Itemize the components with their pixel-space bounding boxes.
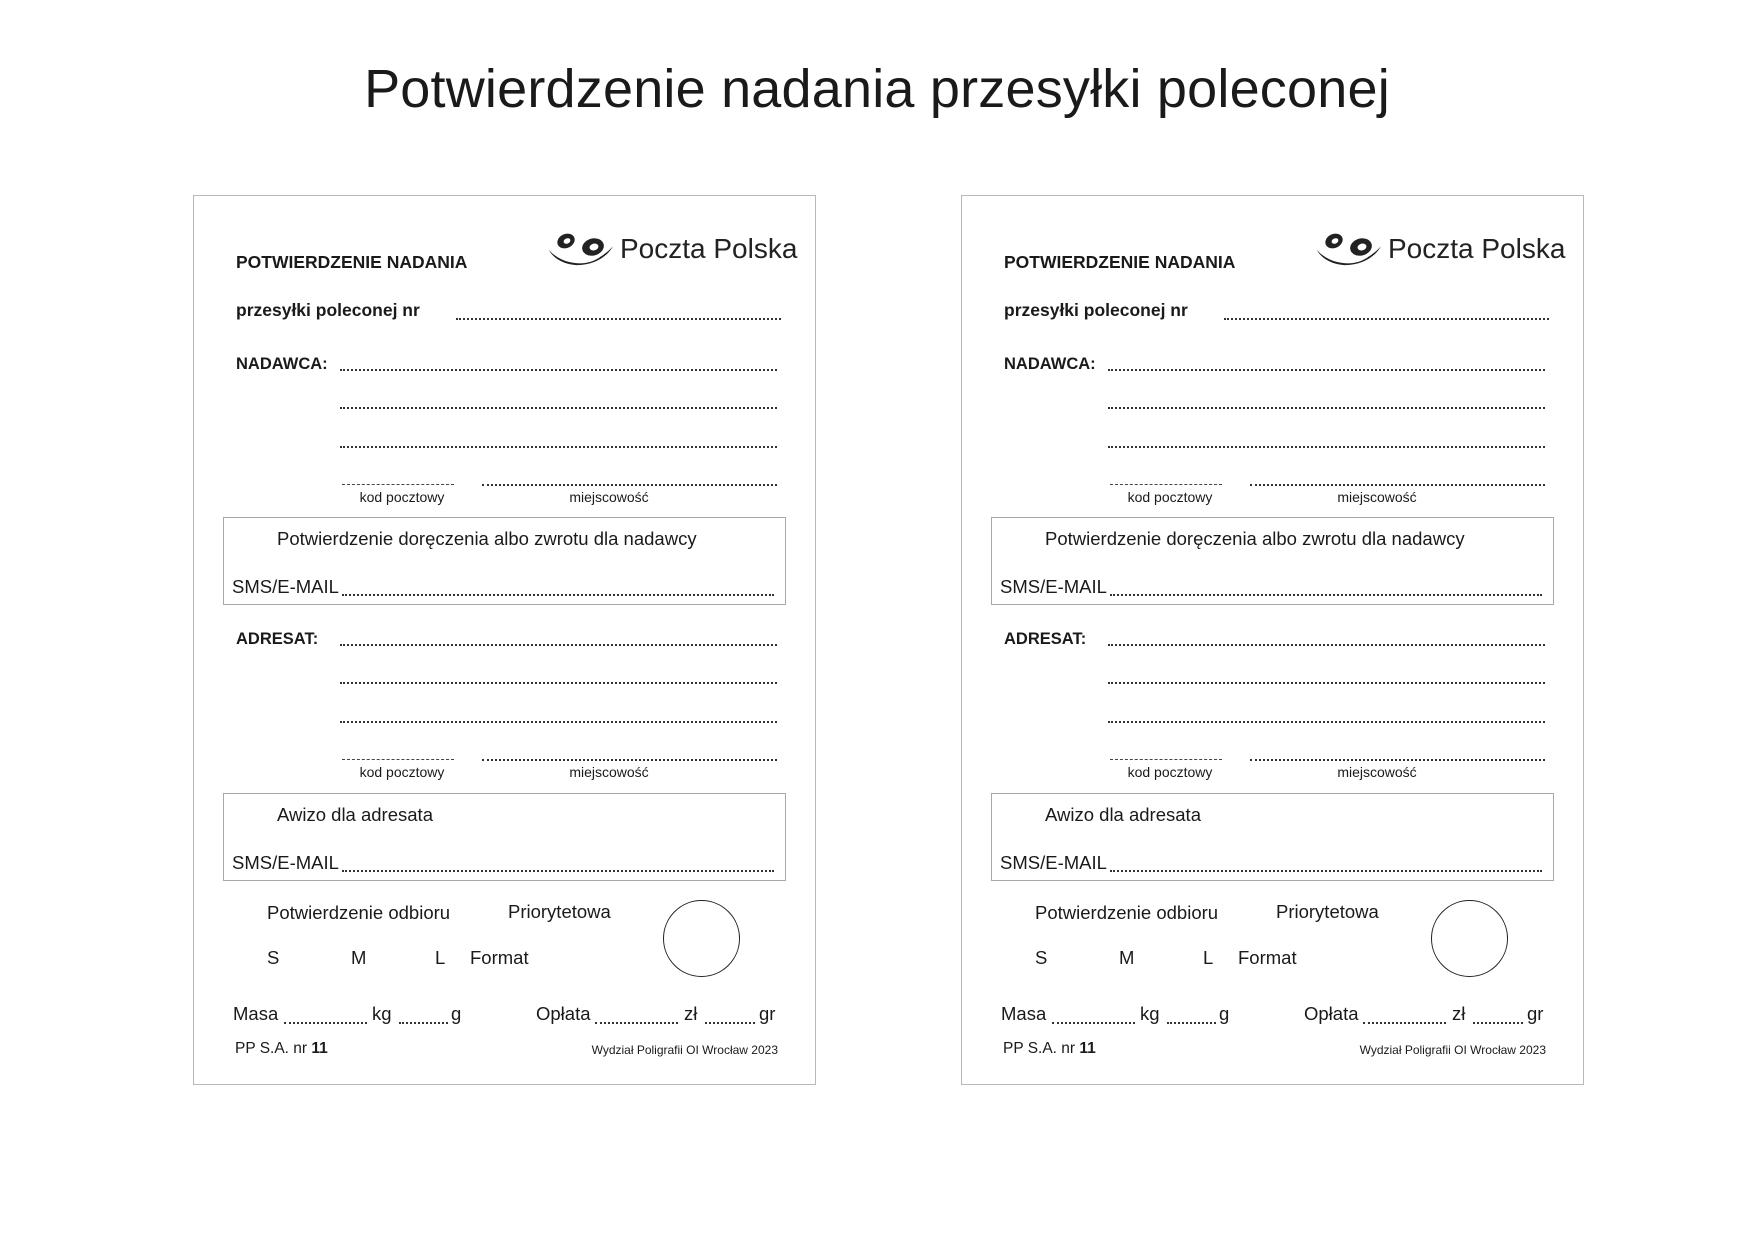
printer-info: Wydział Poligrafii OI Wrocław 2023	[591, 1043, 778, 1057]
form-id-prefix: PP S.A. nr	[1003, 1040, 1076, 1057]
sender-postal-code-label: kod pocztowy	[1127, 489, 1213, 505]
zl-unit: zł	[1452, 1003, 1466, 1024]
size-s-option[interactable]: S	[267, 947, 280, 968]
recipient-line-3[interactable]	[1108, 721, 1545, 723]
sender-city-field[interactable]	[482, 484, 777, 486]
kg-unit: kg	[1140, 1003, 1160, 1024]
g-unit: g	[1219, 1003, 1230, 1024]
kg-unit: kg	[372, 1003, 392, 1024]
recipient-postal-code-label: kod pocztowy	[359, 764, 445, 780]
delivery-sms-email-field[interactable]	[1110, 594, 1542, 596]
recipient-line-1[interactable]	[340, 644, 777, 646]
receipt-confirmation-option[interactable]: Potwierdzenie odbioru	[267, 902, 451, 923]
sender-line-1[interactable]	[340, 369, 777, 371]
size-s-option[interactable]: S	[1035, 947, 1048, 968]
size-m-option[interactable]: M	[1119, 947, 1135, 968]
form-id-prefix: PP S.A. nr	[235, 1040, 308, 1057]
priority-option[interactable]: Priorytetowa	[508, 901, 611, 922]
sender-city-label: miejscowość	[1337, 489, 1417, 505]
delivery-confirmation-title: Potwierdzenie doręczenia albo zwrotu dla nadawcy	[277, 528, 697, 549]
post-horn-icon	[547, 228, 615, 268]
delivery-confirmation-title: Potwierdzenie doręczenia albo zwrotu dla nadawcy	[1045, 528, 1465, 549]
sender-postal-code-field[interactable]	[342, 484, 454, 485]
notice-sms-email-field[interactable]	[342, 870, 774, 872]
fee-gr-field[interactable]	[705, 1022, 755, 1024]
fee-gr-field[interactable]	[1473, 1022, 1523, 1024]
postal-stamp-circle	[1431, 900, 1508, 977]
recipient-line-2[interactable]	[1108, 682, 1545, 684]
postal-receipt-form-left	[193, 195, 816, 1085]
form-heading: POTWIERDZENIE NADANIA	[1004, 252, 1236, 272]
sender-label: NADAWCA:	[236, 355, 328, 373]
printer-info: Wydział Poligrafii OI Wrocław 2023	[1359, 1043, 1546, 1057]
zl-unit: zł	[684, 1003, 698, 1024]
recipient-line-1[interactable]	[1108, 644, 1545, 646]
g-unit: g	[451, 1003, 462, 1024]
sender-city-field[interactable]	[1250, 484, 1545, 486]
delivery-sms-email-label: SMS/E-MAIL	[1000, 576, 1107, 597]
page-title: Potwierdzenie nadania przesyłki poleconej	[364, 59, 1390, 119]
notice-box	[991, 793, 1554, 881]
notice-sms-email-label: SMS/E-MAIL	[1000, 852, 1107, 873]
logo-text: Poczta Polska	[620, 233, 798, 264]
sender-line-1[interactable]	[1108, 369, 1545, 371]
notice-title: Awizo dla adresata	[1045, 804, 1201, 825]
shipment-number-label: przesyłki poleconej nr	[1004, 300, 1188, 320]
recipient-label: ADRESAT:	[236, 630, 319, 648]
recipient-postal-code-field[interactable]	[342, 759, 454, 760]
recipient-postal-code-label: kod pocztowy	[1127, 764, 1213, 780]
recipient-city-label: miejscowość	[569, 764, 649, 780]
size-l-option[interactable]: L	[435, 947, 446, 968]
sender-line-3[interactable]	[340, 446, 777, 448]
form-id	[1003, 1040, 1096, 1058]
priority-option[interactable]: Priorytetowa	[1276, 901, 1379, 922]
mass-label: Masa	[233, 1003, 279, 1024]
postal-receipt-form-right	[961, 195, 1584, 1085]
logo-text: Poczta Polska	[1388, 233, 1566, 264]
delivery-sms-email-label: SMS/E-MAIL	[232, 576, 339, 597]
fee-label: Opłata	[1304, 1003, 1359, 1024]
mass-g-field[interactable]	[399, 1022, 448, 1024]
sender-label: NADAWCA:	[1004, 355, 1096, 373]
recipient-postal-code-field[interactable]	[1110, 759, 1222, 760]
recipient-city-field[interactable]	[482, 759, 777, 761]
sender-line-3[interactable]	[1108, 446, 1545, 448]
mass-kg-field[interactable]	[284, 1022, 367, 1024]
form-id	[235, 1040, 328, 1058]
recipient-line-3[interactable]	[340, 721, 777, 723]
mass-label: Masa	[1001, 1003, 1047, 1024]
shipment-number-field[interactable]	[1224, 318, 1549, 320]
notice-sms-email-label: SMS/E-MAIL	[232, 852, 339, 873]
format-label: Format	[470, 947, 529, 968]
fee-label: Opłata	[536, 1003, 591, 1024]
sender-postal-code-label: kod pocztowy	[359, 489, 445, 505]
mass-g-field[interactable]	[1167, 1022, 1216, 1024]
notice-title: Awizo dla adresata	[277, 804, 433, 825]
notice-sms-email-field[interactable]	[1110, 870, 1542, 872]
recipient-line-2[interactable]	[340, 682, 777, 684]
fee-zl-field[interactable]	[595, 1022, 678, 1024]
size-m-option[interactable]: M	[351, 947, 367, 968]
delivery-confirmation-box	[991, 517, 1554, 605]
format-label: Format	[1238, 947, 1297, 968]
gr-unit: gr	[1527, 1003, 1544, 1024]
poczta-polska-logo	[1315, 228, 1566, 276]
sender-line-2[interactable]	[1108, 407, 1545, 409]
size-l-option[interactable]: L	[1203, 947, 1214, 968]
mass-kg-field[interactable]	[1052, 1022, 1135, 1024]
sender-city-label: miejscowość	[569, 489, 649, 505]
form-id-number: 11	[311, 1040, 328, 1057]
shipment-number-field[interactable]	[456, 318, 781, 320]
form-heading: POTWIERDZENIE NADANIA	[236, 252, 468, 272]
fee-zl-field[interactable]	[1363, 1022, 1446, 1024]
recipient-city-field[interactable]	[1250, 759, 1545, 761]
receipt-confirmation-option[interactable]: Potwierdzenie odbioru	[1035, 902, 1219, 923]
sender-postal-code-field[interactable]	[1110, 484, 1222, 485]
poczta-polska-logo	[547, 228, 798, 276]
shipment-number-label: przesyłki poleconej nr	[236, 300, 420, 320]
recipient-label: ADRESAT:	[1004, 630, 1087, 648]
gr-unit: gr	[759, 1003, 776, 1024]
postal-stamp-circle	[663, 900, 740, 977]
delivery-sms-email-field[interactable]	[342, 594, 774, 596]
delivery-confirmation-box	[223, 517, 786, 605]
form-id-number: 11	[1079, 1040, 1096, 1057]
post-horn-icon	[1315, 228, 1383, 268]
recipient-city-label: miejscowość	[1337, 764, 1417, 780]
notice-box	[223, 793, 786, 881]
sender-line-2[interactable]	[340, 407, 777, 409]
